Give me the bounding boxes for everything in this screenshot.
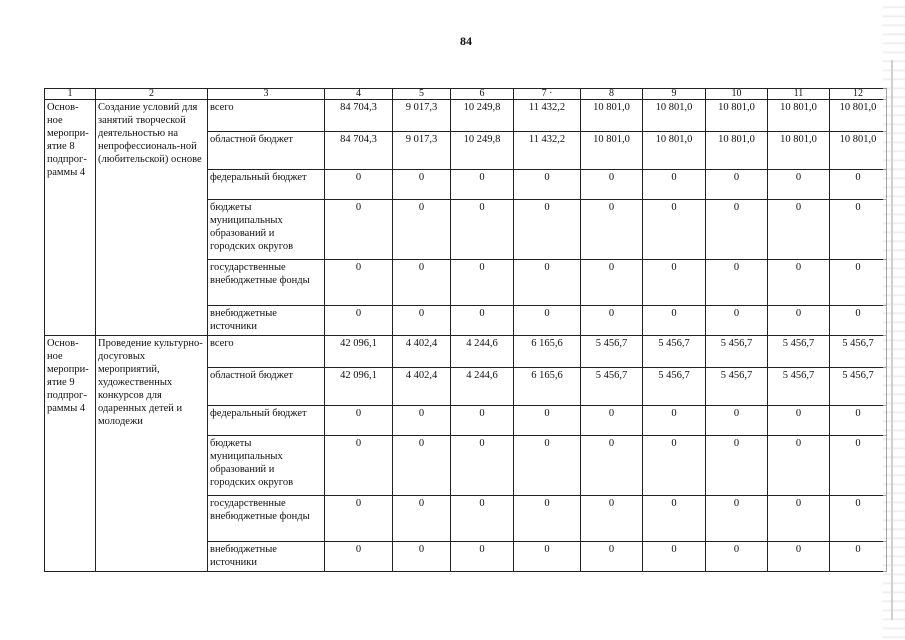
- amount-cell: 4 402,4: [393, 368, 451, 406]
- amount-cell: 0: [830, 436, 887, 496]
- amount-cell: 0: [581, 260, 643, 306]
- amount-cell: 10 801,0: [706, 132, 768, 170]
- amount-cell: 0: [768, 260, 830, 306]
- amount-cell: 0: [706, 306, 768, 336]
- amount-cell: 0: [393, 306, 451, 336]
- amount-cell: 5 456,7: [581, 368, 643, 406]
- column-number-header: 8: [581, 89, 643, 100]
- amount-cell: 0: [581, 542, 643, 572]
- amount-cell: 10 801,0: [706, 100, 768, 132]
- amount-cell: 0: [451, 170, 514, 200]
- amount-cell: 0: [830, 542, 887, 572]
- amount-cell: 0: [643, 170, 706, 200]
- scan-edge-artifact: [883, 0, 905, 640]
- description-cell: Проведение культурно-досуговых мероприятий, художественных конкурсов для одаренных детей и молодежи: [96, 336, 208, 572]
- column-number-header: 9: [643, 89, 706, 100]
- amount-cell: 0: [393, 170, 451, 200]
- amount-cell: 0: [768, 436, 830, 496]
- amount-cell: 10 249,8: [451, 100, 514, 132]
- amount-cell: 0: [514, 406, 581, 436]
- column-number-header: 1: [45, 89, 96, 100]
- amount-cell: 0: [706, 260, 768, 306]
- description-cell: Создание условий для занятий творческой деятельностью на непрофессиональ-ной (любительской) основе: [96, 100, 208, 336]
- column-number-header: 11: [768, 89, 830, 100]
- amount-cell: 5 456,7: [768, 368, 830, 406]
- amount-cell: 4 244,6: [451, 336, 514, 368]
- amount-cell: 84 704,3: [325, 132, 393, 170]
- amount-cell: 42 096,1: [325, 336, 393, 368]
- funding-source-cell: внебюджетные источники: [208, 306, 325, 336]
- amount-cell: 0: [451, 496, 514, 542]
- amount-cell: 0: [393, 542, 451, 572]
- amount-cell: 0: [451, 436, 514, 496]
- amount-cell: 0: [643, 542, 706, 572]
- amount-cell: 0: [706, 542, 768, 572]
- funding-source-cell: областной бюджет: [208, 368, 325, 406]
- amount-cell: 0: [325, 260, 393, 306]
- budget-table: [44, 88, 887, 572]
- measure-cell: Основ-ное меропри-ятие 9 подпрог-раммы 4: [45, 336, 96, 572]
- column-number-header: 10: [706, 89, 768, 100]
- amount-cell: 0: [581, 170, 643, 200]
- table-row: [45, 100, 887, 132]
- amount-cell: 5 456,7: [581, 336, 643, 368]
- amount-cell: 5 456,7: [706, 336, 768, 368]
- amount-cell: 10 801,0: [643, 100, 706, 132]
- amount-cell: 9 017,3: [393, 100, 451, 132]
- column-number-header: 5: [393, 89, 451, 100]
- amount-cell: 0: [581, 436, 643, 496]
- amount-cell: 5 456,7: [643, 368, 706, 406]
- amount-cell: 0: [830, 170, 887, 200]
- funding-source-cell: бюджеты муниципальных образований и городских округов: [208, 200, 325, 260]
- amount-cell: 0: [393, 436, 451, 496]
- amount-cell: 0: [451, 542, 514, 572]
- amount-cell: 5 456,7: [830, 336, 887, 368]
- amount-cell: 0: [706, 200, 768, 260]
- amount-cell: 0: [325, 406, 393, 436]
- amount-cell: 0: [451, 306, 514, 336]
- scan-edge-line: [891, 60, 893, 620]
- funding-source-cell: всего: [208, 100, 325, 132]
- amount-cell: 0: [643, 200, 706, 260]
- amount-cell: 0: [830, 406, 887, 436]
- amount-cell: 0: [325, 200, 393, 260]
- amount-cell: 0: [830, 496, 887, 542]
- amount-cell: 10 801,0: [581, 100, 643, 132]
- amount-cell: 0: [514, 260, 581, 306]
- amount-cell: 11 432,2: [514, 132, 581, 170]
- amount-cell: 0: [768, 170, 830, 200]
- amount-cell: 0: [393, 406, 451, 436]
- amount-cell: 10 249,8: [451, 132, 514, 170]
- column-number-header: 3: [208, 89, 325, 100]
- amount-cell: 0: [514, 200, 581, 260]
- amount-cell: 0: [768, 496, 830, 542]
- amount-cell: 0: [830, 200, 887, 260]
- amount-cell: 0: [768, 406, 830, 436]
- amount-cell: 0: [768, 542, 830, 572]
- amount-cell: 0: [325, 306, 393, 336]
- funding-source-cell: всего: [208, 336, 325, 368]
- amount-cell: 84 704,3: [325, 100, 393, 132]
- page-number: 84: [460, 34, 472, 48]
- amount-cell: 10 801,0: [768, 100, 830, 132]
- amount-cell: 10 801,0: [643, 132, 706, 170]
- amount-cell: 0: [643, 260, 706, 306]
- amount-cell: 0: [643, 406, 706, 436]
- amount-cell: 10 801,0: [830, 100, 887, 132]
- funding-source-cell: государственные внебюджетные фонды: [208, 260, 325, 306]
- measure-cell: Основ-ное меропри-ятие 8 подпрог-раммы 4: [45, 100, 96, 336]
- amount-cell: 5 456,7: [706, 368, 768, 406]
- amount-cell: 5 456,7: [768, 336, 830, 368]
- amount-cell: 6 165,6: [514, 336, 581, 368]
- amount-cell: 0: [643, 436, 706, 496]
- column-number-header: 6: [451, 89, 514, 100]
- amount-cell: 0: [393, 496, 451, 542]
- funding-source-cell: бюджеты муниципальных образований и городских округов: [208, 436, 325, 496]
- amount-cell: 0: [706, 170, 768, 200]
- amount-cell: 0: [514, 306, 581, 336]
- amount-cell: 0: [514, 170, 581, 200]
- amount-cell: 0: [581, 496, 643, 542]
- amount-cell: 0: [514, 542, 581, 572]
- amount-cell: 0: [706, 496, 768, 542]
- column-number-row: [45, 89, 887, 100]
- amount-cell: 10 801,0: [768, 132, 830, 170]
- amount-cell: 0: [325, 436, 393, 496]
- amount-cell: 4 244,6: [451, 368, 514, 406]
- amount-cell: 0: [325, 496, 393, 542]
- amount-cell: 0: [581, 200, 643, 260]
- column-number-header: 2: [96, 89, 208, 100]
- amount-cell: 6 165,6: [514, 368, 581, 406]
- amount-cell: 0: [393, 200, 451, 260]
- amount-cell: 0: [768, 200, 830, 260]
- amount-cell: 0: [581, 406, 643, 436]
- amount-cell: 0: [514, 496, 581, 542]
- amount-cell: 42 096,1: [325, 368, 393, 406]
- amount-cell: 0: [325, 542, 393, 572]
- amount-cell: 0: [706, 436, 768, 496]
- column-number-header: 7 ·: [514, 89, 581, 100]
- amount-cell: 0: [768, 306, 830, 336]
- amount-cell: 5 456,7: [643, 336, 706, 368]
- amount-cell: 11 432,2: [514, 100, 581, 132]
- amount-cell: 0: [451, 200, 514, 260]
- amount-cell: 5 456,7: [830, 368, 887, 406]
- amount-cell: 4 402,4: [393, 336, 451, 368]
- amount-cell: 10 801,0: [830, 132, 887, 170]
- amount-cell: 0: [643, 306, 706, 336]
- column-number-header: 12: [830, 89, 887, 100]
- amount-cell: 0: [451, 406, 514, 436]
- amount-cell: 0: [830, 260, 887, 306]
- amount-cell: 0: [830, 306, 887, 336]
- amount-cell: 9 017,3: [393, 132, 451, 170]
- funding-source-cell: внебюджетные источники: [208, 542, 325, 572]
- amount-cell: 0: [451, 260, 514, 306]
- funding-source-cell: государственные внебюджетные фонды: [208, 496, 325, 542]
- amount-cell: 10 801,0: [581, 132, 643, 170]
- amount-cell: 0: [514, 436, 581, 496]
- funding-source-cell: областной бюджет: [208, 132, 325, 170]
- funding-source-cell: федеральный бюджет: [208, 170, 325, 200]
- amount-cell: 0: [325, 170, 393, 200]
- column-number-header: 4: [325, 89, 393, 100]
- amount-cell: 0: [581, 306, 643, 336]
- amount-cell: 0: [393, 260, 451, 306]
- amount-cell: 0: [706, 406, 768, 436]
- table-row: [45, 336, 887, 368]
- funding-source-cell: федеральный бюджет: [208, 406, 325, 436]
- amount-cell: 0: [643, 496, 706, 542]
